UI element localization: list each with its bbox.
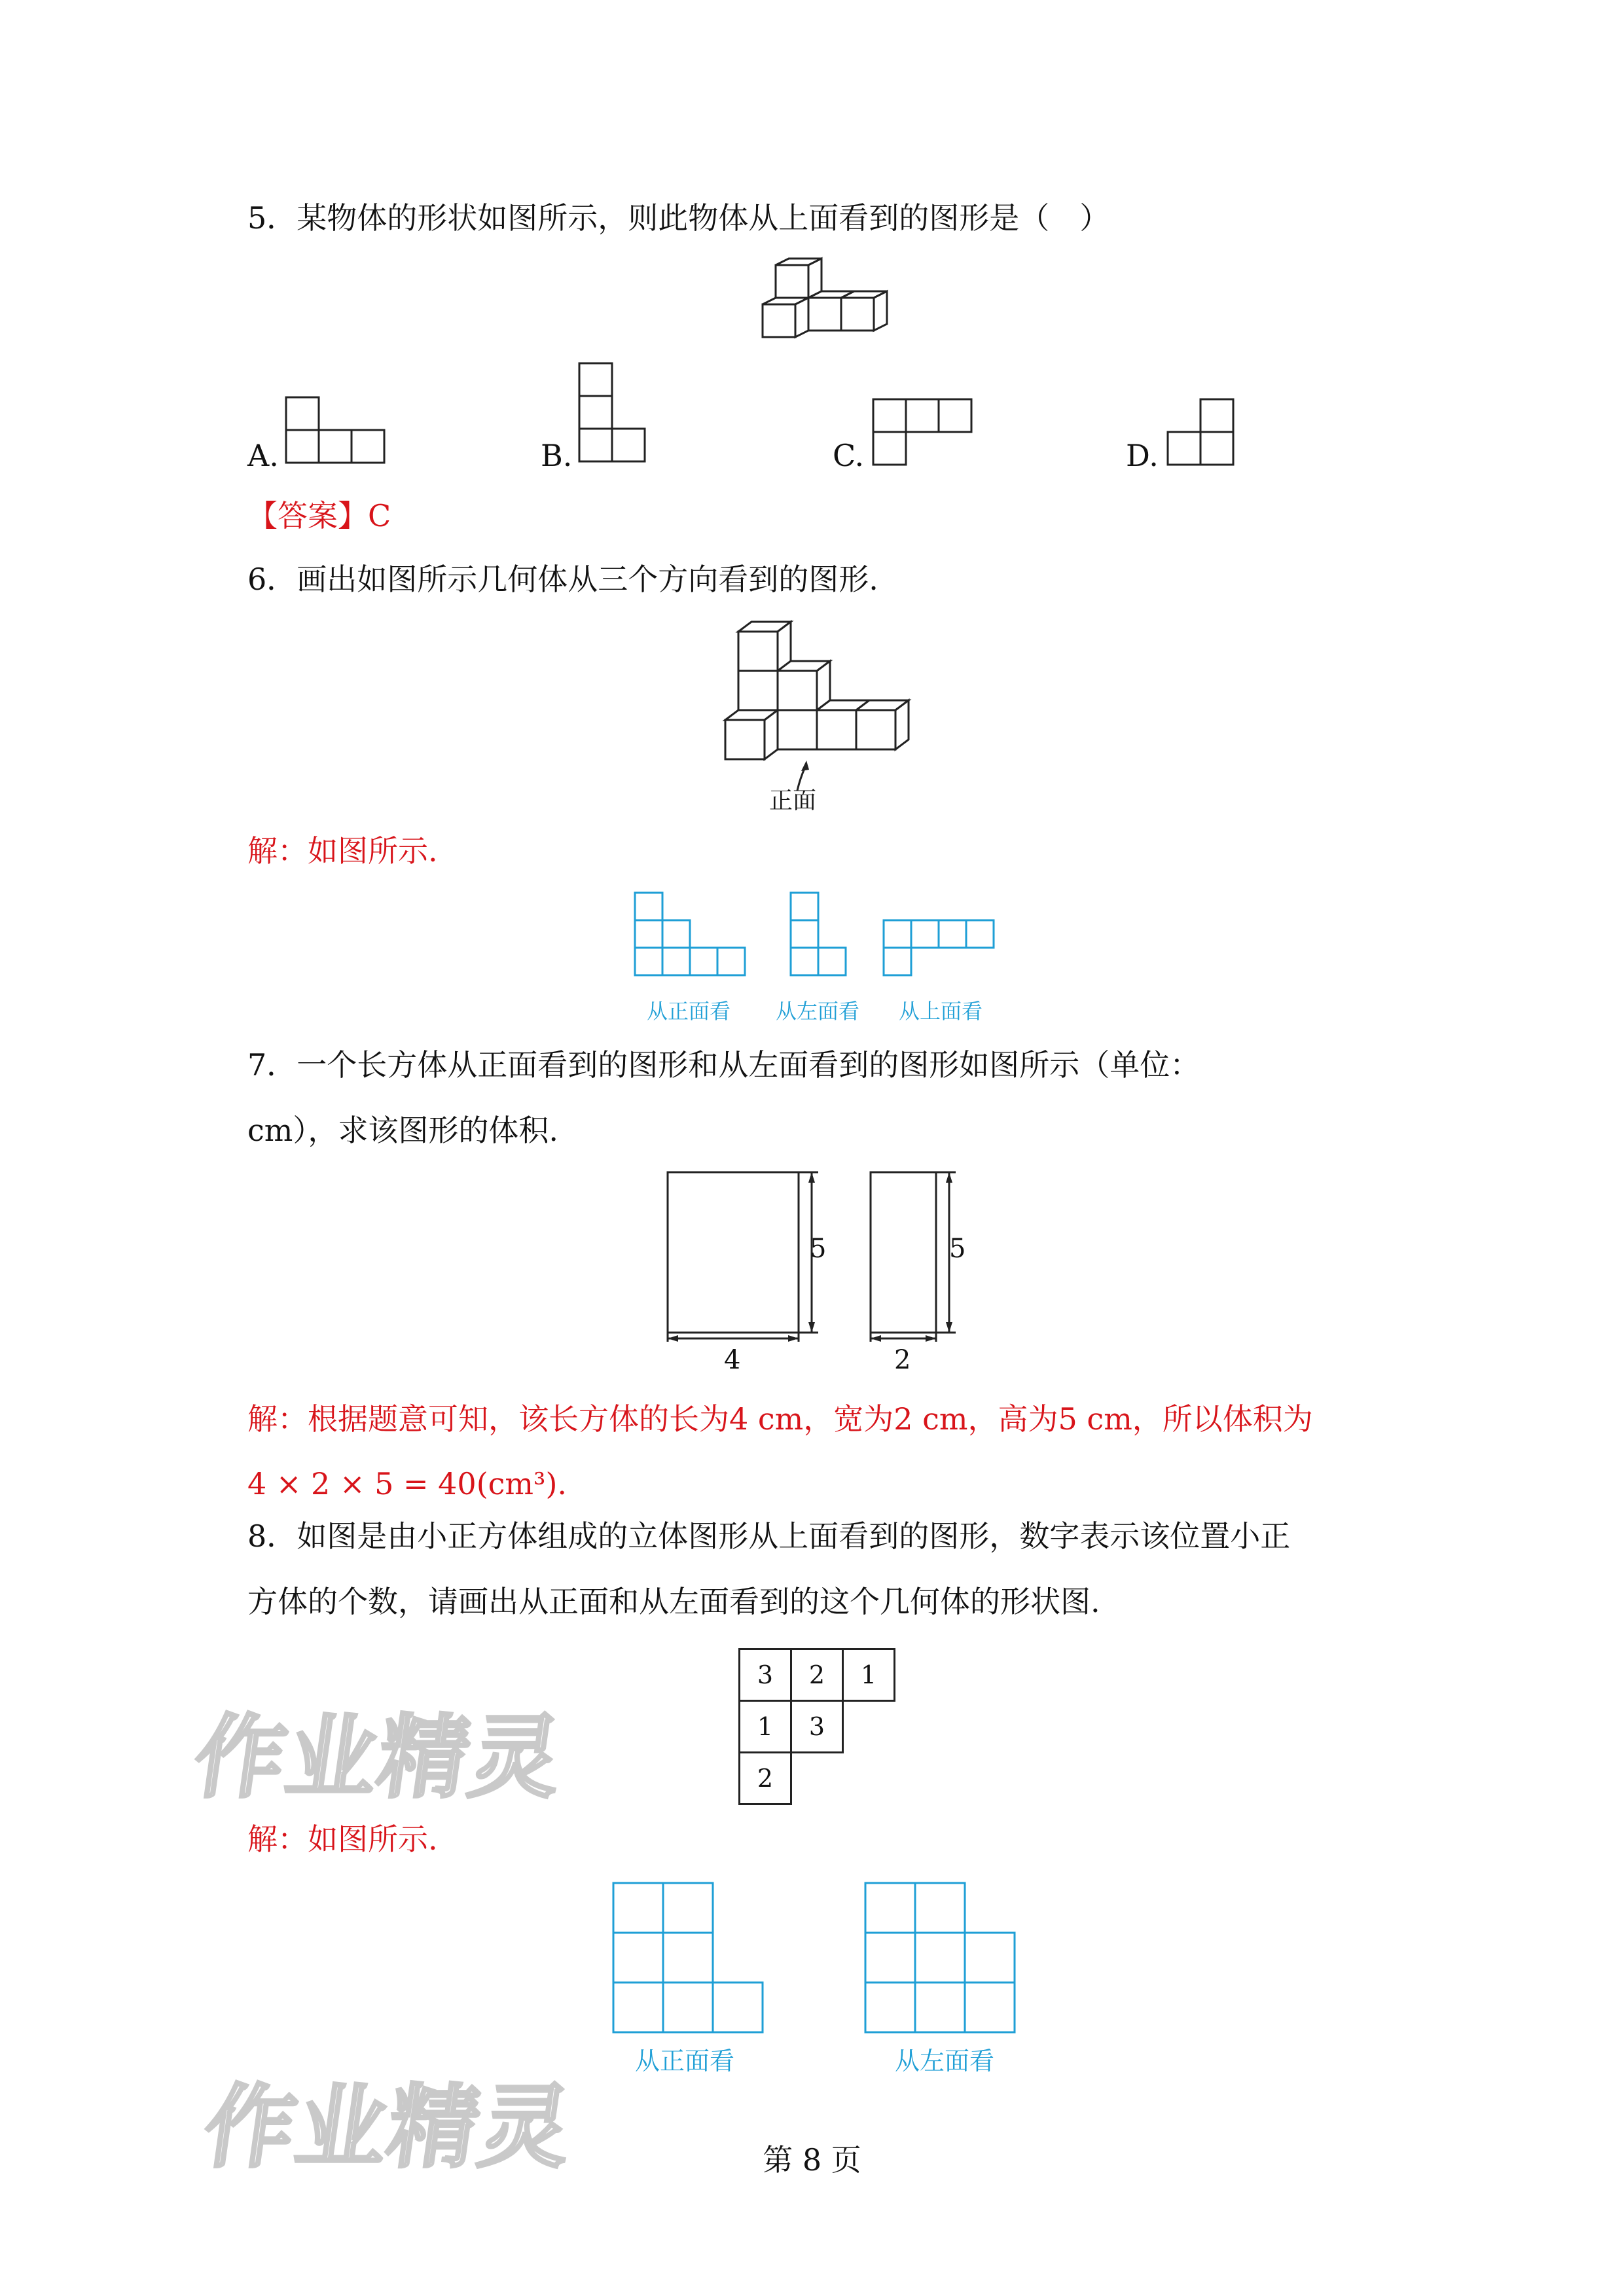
- q7-question-line2: cm），求该图形的体积.: [247, 1113, 559, 1148]
- q7-side-height: 5: [949, 1234, 966, 1264]
- option-a-label: A.: [247, 438, 279, 473]
- q7-solution-line2: 4 × 2 × 5 = 40(cm³).: [247, 1466, 568, 1501]
- q8-caption-left: 从左面看: [895, 2047, 995, 2075]
- watermark-top: 作业精灵: [188, 1705, 569, 1810]
- option-c-figure: [872, 398, 977, 470]
- q7-side-width: 2: [894, 1345, 911, 1375]
- q8-question-line1: 8．如图是由小正方体组成的立体图形从上面看到的图形，数字表示该位置小正: [247, 1518, 1291, 1554]
- option-b-figure: [578, 362, 650, 467]
- q5-answer: 【答案】C: [247, 498, 391, 533]
- q6-caption-front: 从正面看: [647, 999, 731, 1024]
- q6-question: 6．画出如图所示几何体从三个方向看到的图形.: [247, 562, 878, 597]
- q7-front-view: [661, 1168, 831, 1378]
- q7-question-line1: 7．一个长方体从正面看到的图形和从左面看到的图形如图所示（单位：: [247, 1047, 1200, 1083]
- option-a-figure: [285, 396, 389, 468]
- q6-caption-top: 从上面看: [899, 999, 983, 1024]
- q8-solution: 解：如图所示.: [247, 1821, 438, 1857]
- q7-solution-line1: 解：根据题意可知，该长方体的长为4 cm，宽为2 cm，高为5 cm，所以体积为: [247, 1401, 1313, 1437]
- grid-cell: 2: [790, 1648, 844, 1702]
- q7-front-width: 4: [724, 1345, 741, 1375]
- option-b-label: B.: [541, 438, 573, 473]
- q5-question: 5．某物体的形状如图所示，则此物体从上面看到的图形是（ ）: [247, 200, 1110, 236]
- option-d-figure: [1166, 398, 1238, 470]
- option-d-label: D.: [1126, 438, 1159, 473]
- front-label: 正面: [769, 787, 817, 814]
- grid-cell: 3: [738, 1648, 792, 1702]
- q5-isometric-figure: [756, 259, 887, 350]
- q7-front-height: 5: [810, 1234, 827, 1264]
- grid-cell: 1: [842, 1648, 895, 1702]
- q7-side-view: [864, 1168, 969, 1378]
- grid-cell: 2: [738, 1751, 792, 1805]
- grid-cell: 1: [738, 1700, 792, 1753]
- grid-cell: 3: [790, 1700, 844, 1753]
- q8-left-view: [864, 1882, 1021, 2039]
- option-c-label: C.: [833, 438, 865, 473]
- q8-question-line2: 方体的个数，请画出从正面和从左面看到的这个几何体的形状图.: [247, 1584, 1100, 1619]
- q8-front-view: [612, 1882, 769, 2039]
- q8-top-view-grid: [738, 1648, 895, 1805]
- q6-solution: 解：如图所示.: [247, 833, 438, 869]
- q6-isometric-figure: [720, 615, 916, 792]
- page-number: 第 8 页: [763, 2142, 861, 2178]
- q8-caption-front: 从正面看: [635, 2047, 735, 2075]
- watermark-bottom: 作业精灵: [198, 2075, 579, 2180]
- q6-caption-left: 从左面看: [776, 999, 860, 1024]
- q6-three-views: [634, 891, 1000, 983]
